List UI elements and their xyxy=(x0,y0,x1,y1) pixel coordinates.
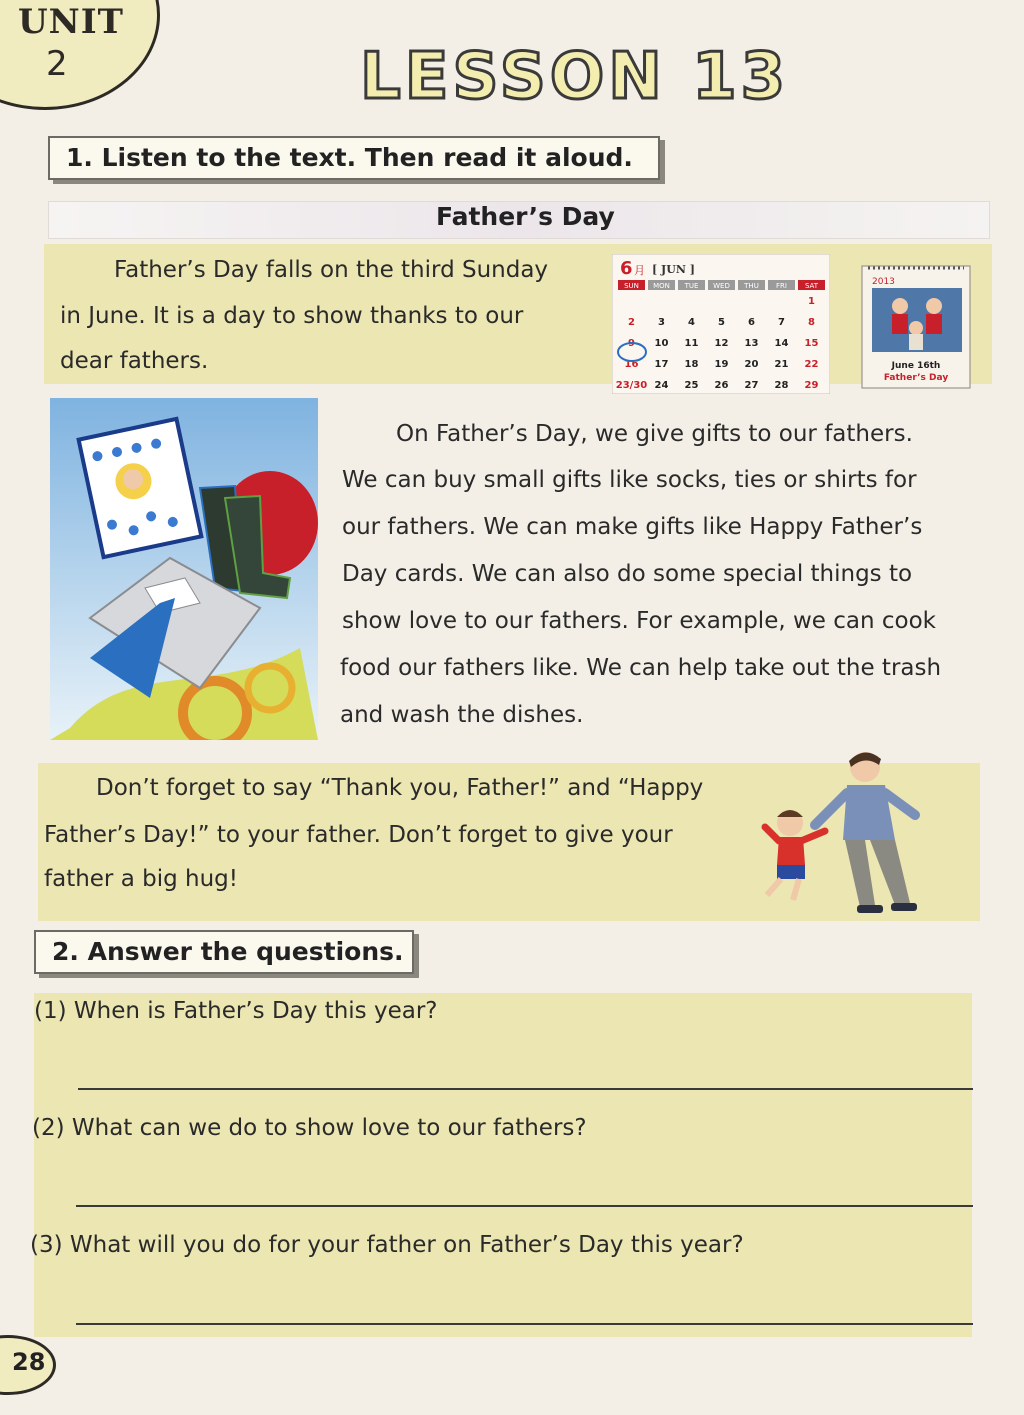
calendar-day: 1 xyxy=(808,296,815,307)
para2-line: We can buy small gifts like socks, ties or shirts for xyxy=(342,467,917,493)
calendar-day: 7 xyxy=(778,317,785,328)
question-1: (1) When is Father’s Day this year? xyxy=(34,998,438,1024)
calendar-weekdays xyxy=(618,280,825,290)
lesson-title: LESSON 13 xyxy=(360,40,790,114)
answer-panel xyxy=(34,993,972,1337)
calendar-day: 8 xyxy=(808,317,815,328)
calendar-day: 22 xyxy=(804,359,819,370)
weekday-label: THU xyxy=(744,282,759,290)
calendar-day: 13 xyxy=(744,338,759,349)
para3-line: Father’s Day!” to your father. Don’t forget to give your xyxy=(44,822,673,848)
photo-calendar-year: 2013 xyxy=(872,277,895,287)
calendar-month-en: [ JUN ] xyxy=(652,263,695,276)
para1-line: in June. It is a day to show thanks to our xyxy=(60,303,524,329)
calendar-day: 15 xyxy=(804,338,819,349)
calendar-day: 16 xyxy=(624,359,639,370)
unit-number: 2 xyxy=(46,44,68,84)
calendar-day: 24 xyxy=(654,380,669,391)
photo-calendar-caption-1: June 16th xyxy=(891,361,941,371)
para2-line: and wash the dishes. xyxy=(340,702,584,728)
calendar-day: 3 xyxy=(658,317,665,328)
weekday-label: MON xyxy=(653,282,670,290)
calendar-illustration xyxy=(612,254,830,394)
calendar-day: 19 xyxy=(714,359,729,370)
para3-line: father a big hug! xyxy=(44,866,238,892)
calendar-month: 6 xyxy=(620,258,633,279)
calendar-day: 9 xyxy=(628,338,635,349)
answer-line-1[interactable] xyxy=(78,1088,973,1090)
calendar-day: 5 xyxy=(718,317,725,328)
answer-line-2[interactable] xyxy=(76,1205,973,1207)
father-child-hug-illustration xyxy=(745,745,930,920)
gifts-illustration xyxy=(50,398,318,740)
calendar-day: 4 xyxy=(688,317,695,328)
weekday-label: WED xyxy=(713,282,730,290)
calendar-day: 11 xyxy=(684,338,699,349)
para2-line: our fathers. We can make gifts like Happy Father’s xyxy=(342,514,923,540)
calendar-month-cn: 月 xyxy=(634,264,645,277)
answer-line-3[interactable] xyxy=(76,1323,973,1325)
calendar-day: 23/30 xyxy=(615,380,648,391)
section1-heading: 1. Listen to the text. Then read it aloud. xyxy=(48,136,660,180)
para1-line: dear fathers. xyxy=(60,348,209,374)
calendar-day: 6 xyxy=(748,317,755,328)
calendar-day: 29 xyxy=(804,380,819,391)
calendar-day: 27 xyxy=(744,380,759,391)
weekday-label: TUE xyxy=(684,282,699,290)
photo-desk-calendar xyxy=(860,262,974,392)
calendar-day: 20 xyxy=(744,359,759,370)
para2-line: On Father’s Day, we give gifts to our fathers. xyxy=(396,421,913,447)
story-title: Father’s Day xyxy=(436,202,615,231)
weekday-label: FRI xyxy=(776,282,787,290)
weekday-label: SAT xyxy=(804,282,819,290)
para2-line: show love to our fathers. For example, we can cook xyxy=(342,608,936,634)
calendar-day: 12 xyxy=(714,338,729,349)
unit-label: UNIT xyxy=(18,2,124,42)
calendar-day: 25 xyxy=(684,380,699,391)
calendar-day: 17 xyxy=(654,359,669,370)
para2-line: food our fathers like. We can help take out the trash xyxy=(340,655,942,681)
para1-line: Father’s Day falls on the third Sunday xyxy=(114,257,549,283)
weekday-label: SUN xyxy=(624,282,639,290)
calendar-day: 26 xyxy=(714,380,729,391)
section2-heading: 2. Answer the questions. xyxy=(34,930,414,974)
para3-line: Don’t forget to say “Thank you, Father!” and “Happy xyxy=(96,775,704,801)
page-number: 28 xyxy=(12,1348,46,1376)
para2-line: Day cards. We can also do some special things to xyxy=(342,561,913,587)
question-2: (2) What can we do to show love to our fathers? xyxy=(32,1115,587,1141)
calendar-day: 14 xyxy=(774,338,789,349)
father-figure xyxy=(815,752,917,913)
calendar-day: 28 xyxy=(774,380,789,391)
calendar-day: 18 xyxy=(684,359,699,370)
question-3: (3) What will you do for your father on Father’s Day this year? xyxy=(30,1232,744,1258)
photo-calendar-caption-2: Father’s Day xyxy=(883,373,949,383)
calendar-day: 10 xyxy=(654,338,669,349)
calendar-day: 21 xyxy=(774,359,789,370)
calendar-day: 2 xyxy=(628,317,635,328)
